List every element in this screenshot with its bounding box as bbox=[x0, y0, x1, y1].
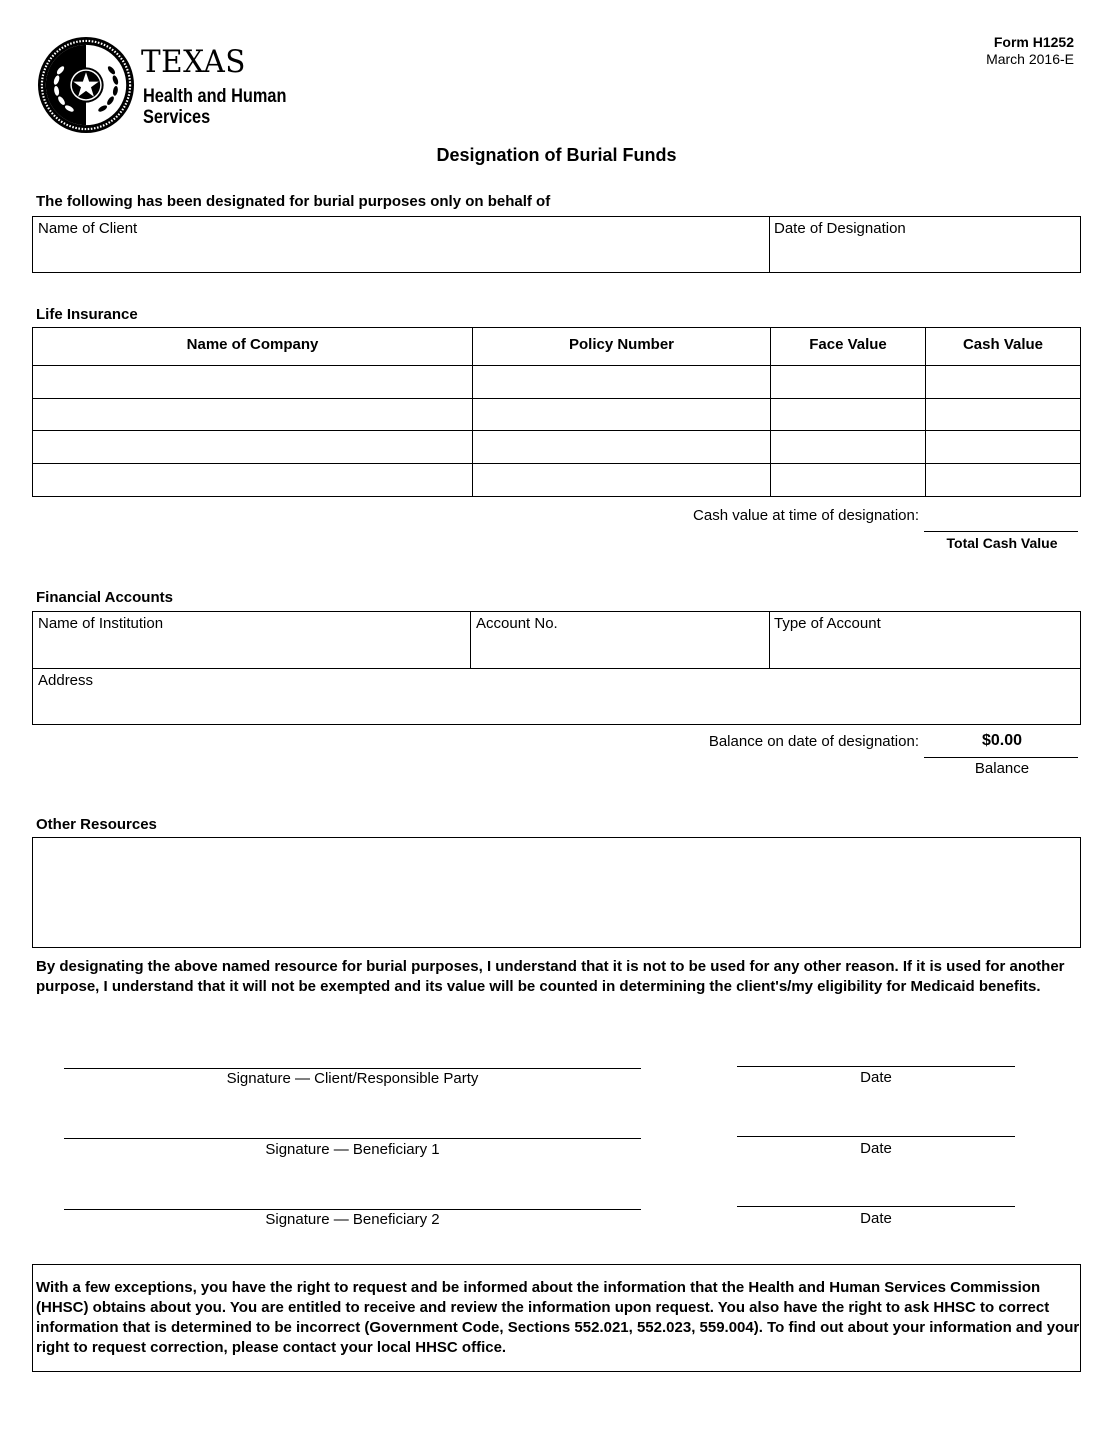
address-field[interactable] bbox=[33, 670, 1080, 724]
cash-value-prompt: Cash value at time of designation: bbox=[693, 507, 919, 524]
signature-label: Signature — Beneficiary 1 bbox=[265, 1141, 440, 1158]
account-number-label: Account No. bbox=[476, 615, 558, 632]
form-number: Form H1252 bbox=[993, 34, 1074, 50]
total-cash-value-underline bbox=[924, 531, 1078, 532]
life-insurance-heading: Life Insurance bbox=[36, 306, 138, 323]
client-name-label: Name of Client bbox=[38, 220, 138, 237]
face-value-cell[interactable] bbox=[771, 465, 924, 495]
company-cell[interactable] bbox=[33, 400, 471, 429]
face-value-cell[interactable] bbox=[771, 400, 924, 429]
divider bbox=[32, 463, 1081, 464]
signature-line[interactable] bbox=[64, 1209, 641, 1210]
divider bbox=[32, 365, 1081, 366]
form-revision-date: March 2016-E bbox=[986, 51, 1074, 67]
page-title: Designation of Burial Funds bbox=[436, 145, 677, 165]
cash-value-cell[interactable] bbox=[926, 432, 1080, 462]
account-type-field[interactable] bbox=[770, 612, 1080, 667]
financial-accounts-heading: Financial Accounts bbox=[36, 589, 173, 606]
cash-value-cell[interactable] bbox=[926, 367, 1080, 397]
client-section-intro: The following has been designated for burial purposes only on behalf of bbox=[36, 193, 551, 210]
date-label: Date bbox=[860, 1140, 892, 1157]
other-resources-field[interactable] bbox=[32, 837, 1081, 948]
divider bbox=[32, 668, 1081, 669]
date-of-designation-field[interactable] bbox=[770, 217, 1080, 272]
other-resources-heading: Other Resources bbox=[36, 816, 157, 833]
acknowledgement-text: By designating the above named resource for burial purposes, I understand that it is not to be used for any other reason. If it is used for another purpose, I understand that it will not be exempted and its value will be counted in determining the client's/my eligibility for Medicaid benefits. bbox=[36, 958, 1065, 995]
policy-number-cell[interactable] bbox=[473, 465, 769, 495]
address-label: Address bbox=[38, 672, 94, 689]
date-label: Date bbox=[860, 1069, 892, 1086]
company-cell[interactable] bbox=[33, 465, 471, 495]
column-header-cash-value: Cash Value bbox=[962, 336, 1044, 353]
texas-seal-icon bbox=[37, 36, 135, 134]
date-label: Date bbox=[860, 1210, 892, 1227]
cash-value-cell[interactable] bbox=[926, 400, 1080, 429]
cash-value-cell[interactable] bbox=[926, 465, 1080, 495]
total-cash-value-field[interactable] bbox=[924, 507, 1078, 529]
signature-line[interactable] bbox=[64, 1138, 641, 1139]
balance-underline bbox=[924, 757, 1078, 758]
institution-name-field[interactable] bbox=[33, 612, 469, 667]
policy-number-cell[interactable] bbox=[473, 432, 769, 462]
date-of-designation-label: Date of Designation bbox=[774, 220, 906, 237]
company-cell[interactable] bbox=[33, 432, 471, 462]
company-cell[interactable] bbox=[33, 367, 471, 397]
face-value-cell[interactable] bbox=[771, 367, 924, 397]
logo-agency-line2: Services bbox=[143, 107, 211, 128]
divider bbox=[32, 430, 1081, 431]
signature-label: Signature — Beneficiary 2 bbox=[265, 1211, 440, 1228]
account-type-label: Type of Account bbox=[774, 615, 881, 632]
face-value-cell[interactable] bbox=[771, 432, 924, 462]
column-header-policy-number: Policy Number bbox=[568, 336, 675, 353]
balance-field[interactable]: $0.00 bbox=[981, 732, 1023, 749]
agency-logo bbox=[0, 0, 320, 140]
logo-texas-wordmark: TEXAS bbox=[141, 44, 246, 80]
balance-label: Balance bbox=[974, 760, 1030, 777]
divider bbox=[32, 398, 1081, 399]
date-line[interactable] bbox=[737, 1206, 1015, 1207]
date-line[interactable] bbox=[737, 1066, 1015, 1067]
client-name-field[interactable] bbox=[33, 217, 768, 272]
privacy-notice-text: With a few exceptions, you have the right to request and be informed about the information that the Health and Human Services Commission (HHSC) obtains about you. You are entitled to receive and review the information upon request. You also have the right to ask HHSC to correct information that is determined to be incorrect (Government Code, Sections 552.021, 552.023, 559.004). To find out about your information and your right to request correction, please contact your local HHSC office. bbox=[36, 1279, 1080, 1356]
column-header-face-value: Face Value bbox=[809, 336, 887, 353]
policy-number-cell[interactable] bbox=[473, 367, 769, 397]
signature-line[interactable] bbox=[64, 1068, 641, 1069]
institution-name-label: Name of Institution bbox=[38, 615, 164, 632]
account-number-field[interactable] bbox=[471, 612, 768, 667]
balance-prompt: Balance on date of designation: bbox=[708, 733, 919, 750]
policy-number-cell[interactable] bbox=[473, 400, 769, 429]
signature-label: Signature — Client/Responsible Party bbox=[226, 1070, 479, 1087]
total-cash-value-label: Total Cash Value bbox=[946, 535, 1058, 551]
date-line[interactable] bbox=[737, 1136, 1015, 1137]
logo-agency-line1: Health and Human bbox=[143, 86, 287, 107]
column-header-company: Name of Company bbox=[186, 336, 319, 353]
